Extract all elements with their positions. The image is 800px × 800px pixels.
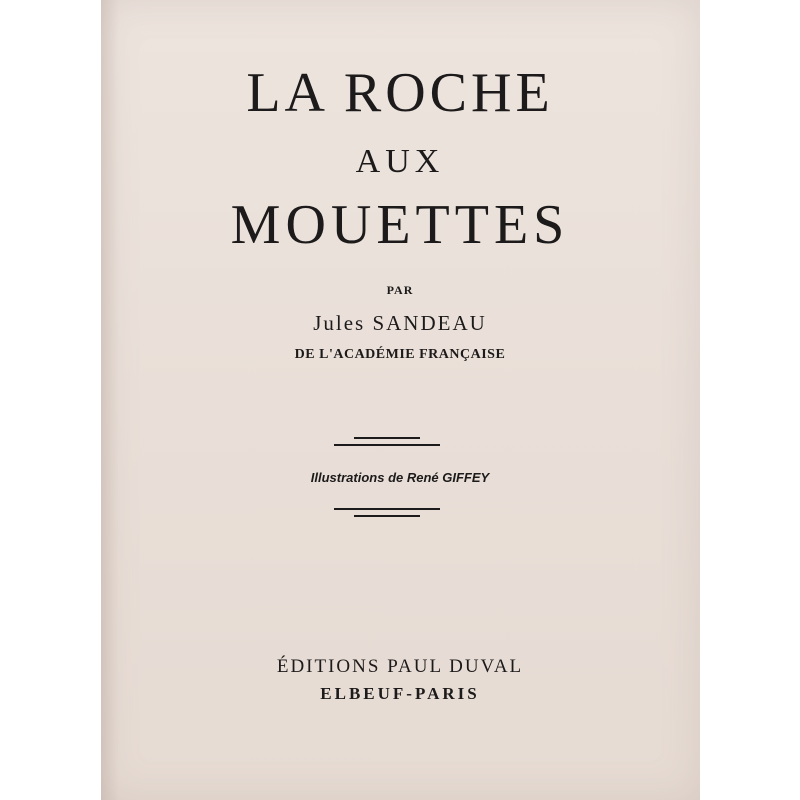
by-label: PAR [386,283,414,297]
author-affiliation: DE L'ACADÉMIE FRANÇAISE [294,347,506,362]
author-name: Jules SANDEAU [313,311,487,335]
publisher-city: ELBEUF-PARIS [320,684,480,703]
ornament-rule-bottom [334,506,440,520]
title-line-3: MOUETTES [230,194,570,256]
title-line-2: AUX [355,143,445,180]
publisher-name: ÉDITIONS PAUL DUVAL [276,656,524,677]
illustrations-credit: Illustrations de René GIFFEY [310,470,490,485]
ornament-rule-top [334,435,440,449]
title-line-1: LA ROCHE [246,62,554,124]
